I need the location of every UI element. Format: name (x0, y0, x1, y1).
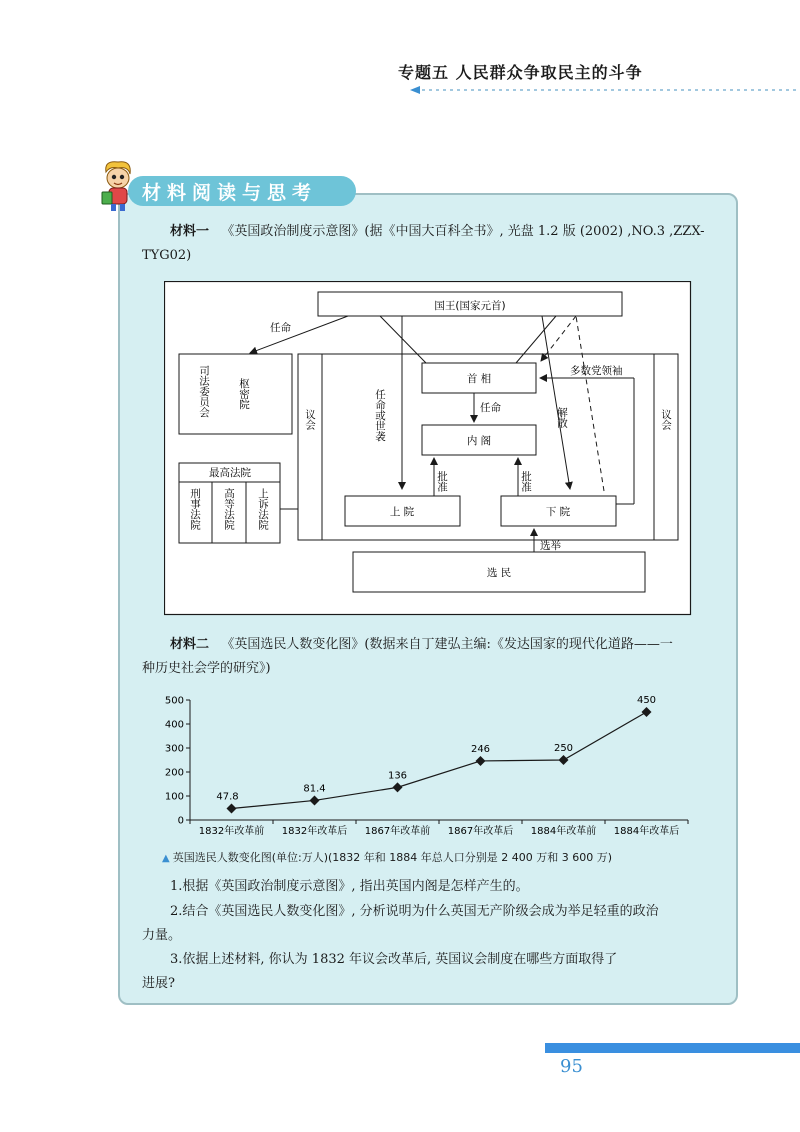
approve-label-2: 批准 (520, 471, 532, 492)
voters-label: 选 民 (486, 567, 512, 579)
section-title: 材料阅读与思考 (142, 182, 318, 204)
question-3-line1: 3.依据上述材料, 你认为 1832 年议会改革后, 英国议会制度在哪些方面取得了 (170, 952, 618, 967)
y-tick-label: 300 (164, 743, 184, 755)
supreme-court-label: 最高法院 (209, 467, 251, 479)
material1-line1 (170, 220, 730, 244)
appoint-hereditary-label: 任命或世袭 (374, 389, 386, 442)
data-label: 81.4 (303, 783, 326, 795)
criminal-court-label: 刑事法院 (189, 488, 201, 530)
series-line (232, 712, 647, 809)
chart-caption (162, 849, 612, 865)
y-tick-label: 500 (164, 695, 184, 707)
x-tick-label: 1832年改革后 (281, 826, 348, 837)
data-point (559, 755, 569, 765)
y-tick-label: 100 (164, 791, 184, 803)
mascot-icon (98, 158, 140, 212)
data-point (310, 795, 320, 805)
data-label: 250 (553, 743, 574, 754)
caption-text: 英国选民人数变化图(单位:万人)(1832 年和 1884 年总人口分别是 2 400 万和 3 600 万) (172, 851, 613, 864)
judicial-privy-box (179, 354, 292, 434)
x-tick-label: 1867年改革前 (364, 826, 431, 837)
voter-count-chart (160, 692, 700, 842)
arrow-left-icon (410, 86, 420, 94)
x-tick-label: 1832年改革前 (198, 826, 265, 837)
data-point (393, 782, 403, 792)
chapter-title: 专题五 人民群众争取民主的斗争 (398, 63, 643, 82)
triangle-icon: ▲ (162, 853, 170, 864)
election-label: 选举 (540, 540, 561, 552)
data-label: 47.8 (216, 791, 239, 803)
material2-label: 材料二 (170, 637, 210, 652)
data-label: 450 (636, 695, 657, 706)
footer-bar (545, 1043, 800, 1053)
appoint-label-1: 任命 (270, 322, 291, 334)
prime-minister-label: 首 相 (466, 373, 492, 385)
appeal-court-label: 上诉法院 (257, 488, 269, 530)
question-2-line2: 力量。 (142, 928, 182, 943)
upper-house-label: 上 院 (389, 506, 415, 518)
page-number: 95 (560, 1056, 583, 1077)
data-point (227, 804, 237, 814)
lower-house-label: 下 院 (545, 506, 571, 518)
material2-line2: 种历史社会学的研究》) (142, 661, 271, 676)
question-3-line2: 进展? (142, 976, 175, 991)
political-system-diagram (164, 281, 692, 617)
data-point (642, 707, 652, 717)
data-point (476, 756, 486, 766)
parliament-left-label: 议会 (304, 409, 316, 430)
header-dotted-rule (410, 86, 800, 94)
y-tick-label: 400 (164, 719, 184, 731)
high-court-label: 高等法院 (223, 488, 235, 530)
y-tick-label: 0 (177, 815, 184, 827)
material1-text: 《英国政治制度示意图》(据《中国大百科全书》, 光盘 1.2 版 (2002) ,NO.3 ,ZZX- (221, 224, 705, 239)
x-tick-label: 1884年改革后 (613, 826, 680, 837)
material1-line2: TYG02) (142, 248, 192, 263)
majority-leader-label: 多数党领袖 (570, 365, 623, 377)
data-label: 246 (470, 743, 491, 755)
x-tick-label: 1867年改革后 (447, 826, 514, 837)
parliament-right-label: 议会 (660, 409, 672, 430)
approve-label-1: 批准 (436, 471, 448, 492)
material2-line1 (170, 633, 730, 657)
king-label: 国王(国家元首) (434, 300, 506, 312)
cabinet-label: 内 阁 (466, 435, 492, 447)
judicial-committee-label: 司法委员会 (198, 365, 210, 418)
dissolve-label: 解散 (556, 407, 568, 428)
privy-council-label: 枢密院 (238, 378, 250, 410)
material2-text: 《英国选民人数变化图》(数据来自丁建弘主编:《发达国家的现代化道路——一 (221, 637, 673, 652)
question-1: 1.根据《英国政治制度示意图》, 指出英国内阁是怎样产生的。 (170, 879, 529, 894)
material1-label: 材料一 (170, 224, 210, 239)
appoint-label-2: 任命 (480, 402, 501, 414)
y-tick-label: 200 (164, 767, 184, 779)
x-tick-label: 1884年改革前 (530, 826, 597, 837)
question-2-line1: 2.结合《英国选民人数变化图》, 分析说明为什么英国无产阶级会成为举足轻重的政治 (170, 904, 659, 919)
data-label: 136 (387, 770, 408, 782)
